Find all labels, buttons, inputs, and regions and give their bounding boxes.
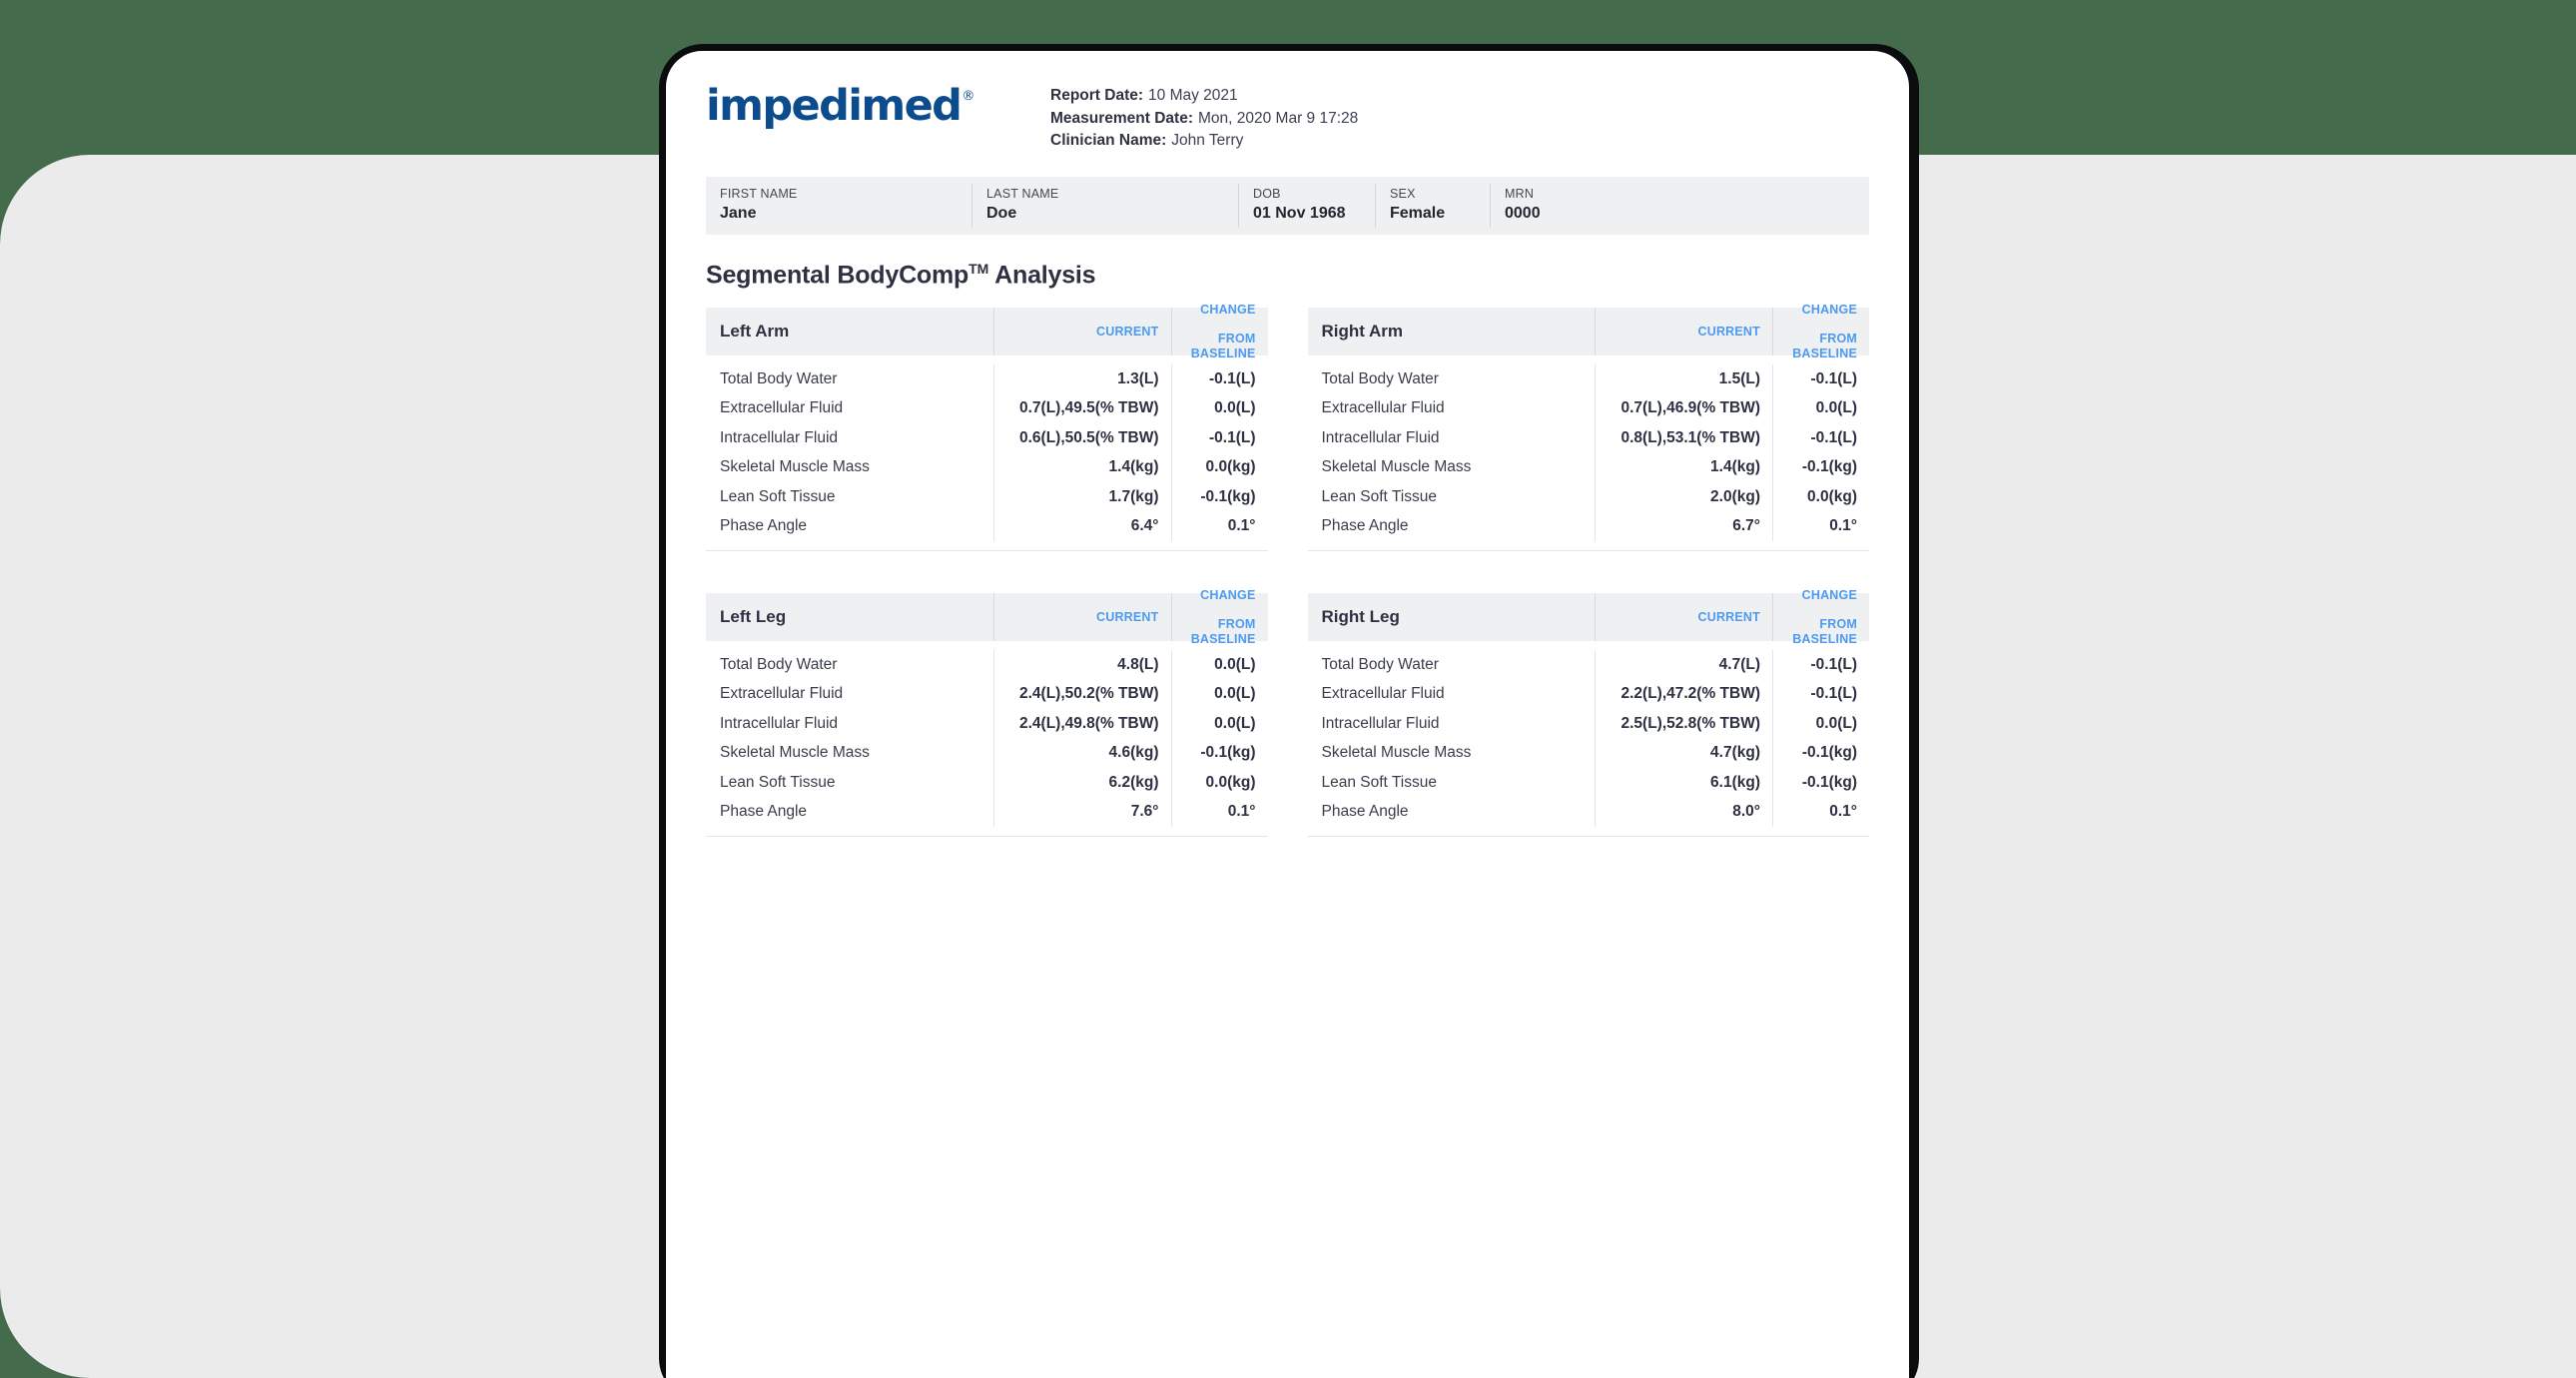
page-title-tail: Analysis bbox=[988, 261, 1096, 290]
segment-table-body bbox=[1308, 355, 1870, 551]
change-header-line2: FROM BASELINE bbox=[1792, 617, 1857, 646]
first-name-value: Jane bbox=[720, 205, 757, 223]
metric-change-value: -0.1(kg) bbox=[1171, 739, 1268, 769]
metric-current-value: 2.4(L),50.2(% TBW) bbox=[993, 680, 1171, 710]
table-row bbox=[1308, 423, 1870, 453]
segment-table-body bbox=[706, 355, 1268, 551]
report-header bbox=[706, 51, 1869, 173]
metric-current-value: 6.7° bbox=[1595, 512, 1772, 542]
column-header-change-from-baseline bbox=[1171, 587, 1268, 646]
metric-change-value: -0.1(kg) bbox=[1171, 482, 1268, 512]
impedimed-logo bbox=[706, 81, 1050, 131]
metric-label: Total Body Water bbox=[1321, 369, 1439, 387]
metric-label: Lean Soft Tissue bbox=[1321, 487, 1437, 505]
metric-label: Skeletal Muscle Mass bbox=[1321, 744, 1472, 762]
mrn-value: 0000 bbox=[1505, 205, 1541, 223]
table-row bbox=[1308, 709, 1870, 739]
metric-current-value: 1.5(L) bbox=[1595, 364, 1772, 394]
change-header-line2: FROM BASELINE bbox=[1792, 332, 1857, 360]
report-metadata bbox=[1050, 81, 1358, 153]
column-header-change-from-baseline bbox=[1772, 302, 1869, 360]
column-header-current: CURRENT bbox=[1595, 308, 1772, 355]
metric-label: Skeletal Muscle Mass bbox=[1321, 458, 1472, 476]
dob-value: 01 Nov 1968 bbox=[1253, 205, 1346, 223]
metric-label: Extracellular Fluid bbox=[1321, 685, 1445, 703]
clinician-name-value: John Terry bbox=[1171, 132, 1244, 150]
logo-wordmark: impedimed bbox=[706, 81, 962, 131]
table-row bbox=[1308, 512, 1870, 542]
column-header-change-from-baseline bbox=[1772, 587, 1869, 646]
metric-current-value: 1.7(kg) bbox=[993, 482, 1171, 512]
table-row bbox=[1308, 453, 1870, 483]
segment-name: Right Leg bbox=[1321, 607, 1400, 627]
metric-current-value: 1.4(kg) bbox=[993, 453, 1171, 483]
metric-current-value: 0.7(L),49.5(% TBW) bbox=[993, 394, 1171, 424]
metric-change-value: -0.1(kg) bbox=[1772, 453, 1869, 483]
segment-table-header bbox=[1308, 302, 1870, 360]
table-row bbox=[706, 739, 1268, 769]
table-row bbox=[706, 709, 1268, 739]
metric-label: Total Body Water bbox=[1321, 655, 1439, 673]
metric-current-value: 6.1(kg) bbox=[1595, 768, 1772, 798]
segment-table-body bbox=[1308, 641, 1870, 837]
table-bottom-spacer bbox=[706, 541, 1268, 550]
metric-current-value: 0.7(L),46.9(% TBW) bbox=[1595, 394, 1772, 424]
table-row bbox=[706, 650, 1268, 680]
change-header-line1: CHANGE bbox=[1200, 302, 1256, 317]
metric-current-value: 1.4(kg) bbox=[1595, 453, 1772, 483]
metric-change-value: 0.0(kg) bbox=[1171, 453, 1268, 483]
metric-change-value: 0.0(L) bbox=[1772, 394, 1869, 424]
metric-change-value: -0.1(L) bbox=[1772, 423, 1869, 453]
segment-table-body bbox=[706, 641, 1268, 837]
table-row bbox=[1308, 650, 1870, 680]
table-bottom-spacer bbox=[706, 827, 1268, 836]
metric-change-value: -0.1(L) bbox=[1772, 680, 1869, 710]
metric-current-value: 2.2(L),47.2(% TBW) bbox=[1595, 680, 1772, 710]
patient-info-bar bbox=[706, 177, 1869, 235]
metric-label: Extracellular Fluid bbox=[1321, 399, 1445, 417]
metric-change-value: 0.1° bbox=[1171, 512, 1268, 542]
report-page bbox=[666, 51, 1909, 1378]
metric-label: Intracellular Fluid bbox=[720, 714, 839, 732]
column-header-current: CURRENT bbox=[1595, 593, 1772, 641]
metric-label: Intracellular Fluid bbox=[1321, 714, 1440, 732]
patient-field-sex bbox=[1375, 184, 1490, 228]
table-row bbox=[1308, 798, 1870, 828]
metric-change-value: 0.1° bbox=[1772, 512, 1869, 542]
metric-change-value: -0.1(L) bbox=[1772, 650, 1869, 680]
table-row bbox=[706, 798, 1268, 828]
metric-current-value: 8.0° bbox=[1595, 798, 1772, 828]
metric-current-value: 0.8(L),53.1(% TBW) bbox=[1595, 423, 1772, 453]
report-date-label: Report Date: bbox=[1050, 87, 1144, 104]
metric-change-value: 0.0(L) bbox=[1171, 709, 1268, 739]
metric-current-value: 4.8(L) bbox=[993, 650, 1171, 680]
table-row bbox=[706, 768, 1268, 798]
metric-change-value: 0.0(L) bbox=[1171, 650, 1268, 680]
measurement-date-row bbox=[1050, 108, 1358, 131]
metric-label: Total Body Water bbox=[720, 655, 838, 673]
clinician-name-label: Clinician Name: bbox=[1050, 132, 1167, 150]
metric-current-value: 2.4(L),49.8(% TBW) bbox=[993, 709, 1171, 739]
metric-label: Lean Soft Tissue bbox=[1321, 773, 1437, 791]
table-row bbox=[1308, 739, 1870, 769]
measurement-date-value: Mon, 2020 Mar 9 17:28 bbox=[1198, 109, 1359, 127]
segment-table-header bbox=[706, 302, 1268, 360]
metric-change-value: 0.0(L) bbox=[1772, 709, 1869, 739]
metric-label: Skeletal Muscle Mass bbox=[720, 744, 870, 762]
sex-value: Female bbox=[1390, 205, 1446, 223]
segment-table-header bbox=[706, 587, 1268, 646]
metric-label: Intracellular Fluid bbox=[1321, 428, 1440, 446]
metric-label: Phase Angle bbox=[1321, 517, 1409, 535]
metric-label: Skeletal Muscle Mass bbox=[720, 458, 870, 476]
column-header-change-from-baseline bbox=[1171, 302, 1268, 360]
metric-current-value: 4.7(kg) bbox=[1595, 739, 1772, 769]
change-header-line1: CHANGE bbox=[1801, 302, 1857, 317]
metric-label: Phase Angle bbox=[1321, 803, 1409, 821]
segment-table bbox=[706, 587, 1268, 837]
metric-change-value: 0.0(kg) bbox=[1772, 482, 1869, 512]
table-row bbox=[1308, 768, 1870, 798]
report-date-value: 10 May 2021 bbox=[1148, 87, 1238, 104]
metric-current-value: 4.7(L) bbox=[1595, 650, 1772, 680]
table-row bbox=[706, 512, 1268, 542]
column-header-current: CURRENT bbox=[993, 593, 1171, 641]
patient-field-last-name bbox=[971, 184, 1238, 228]
table-row bbox=[706, 680, 1268, 710]
table-row bbox=[706, 423, 1268, 453]
segment-table bbox=[1308, 302, 1870, 551]
metric-current-value: 0.6(L),50.5(% TBW) bbox=[993, 423, 1171, 453]
metric-change-value: -0.1(L) bbox=[1772, 364, 1869, 394]
segment-name: Right Arm bbox=[1321, 322, 1404, 342]
metric-change-value: 0.1° bbox=[1772, 798, 1869, 828]
patient-field-first-name bbox=[706, 184, 971, 228]
table-row bbox=[1308, 680, 1870, 710]
metric-change-value: -0.1(L) bbox=[1171, 364, 1268, 394]
metric-change-value: 0.0(L) bbox=[1171, 680, 1268, 710]
dob-label: DOB bbox=[1253, 186, 1281, 201]
segment-table bbox=[706, 302, 1268, 551]
registered-trademark-icon: ® bbox=[962, 88, 975, 104]
metric-current-value: 4.6(kg) bbox=[993, 739, 1171, 769]
table-row bbox=[706, 482, 1268, 512]
first-name-label: FIRST NAME bbox=[720, 186, 798, 201]
table-row bbox=[1308, 482, 1870, 512]
metric-current-value: 6.4° bbox=[993, 512, 1171, 542]
segment-table bbox=[1308, 587, 1870, 837]
metric-current-value: 1.3(L) bbox=[993, 364, 1171, 394]
column-header-current: CURRENT bbox=[993, 308, 1171, 355]
metric-current-value: 6.2(kg) bbox=[993, 768, 1171, 798]
table-bottom-spacer bbox=[1308, 541, 1870, 550]
mrn-label: MRN bbox=[1505, 186, 1535, 201]
page-title-main: Segmental BodyComp bbox=[706, 261, 969, 290]
metric-current-value: 7.6° bbox=[993, 798, 1171, 828]
report-date-row bbox=[1050, 85, 1358, 108]
change-header-line2: FROM BASELINE bbox=[1190, 332, 1256, 360]
metric-change-value: 0.0(kg) bbox=[1171, 768, 1268, 798]
last-name-value: Doe bbox=[986, 205, 1017, 223]
metric-label: Lean Soft Tissue bbox=[720, 487, 836, 505]
metric-label: Lean Soft Tissue bbox=[720, 773, 836, 791]
change-header-line1: CHANGE bbox=[1801, 587, 1857, 602]
segment-table-header bbox=[1308, 587, 1870, 646]
patient-field-mrn bbox=[1490, 184, 1869, 228]
table-row bbox=[1308, 364, 1870, 394]
change-header-line1: CHANGE bbox=[1200, 587, 1256, 602]
metric-change-value: -0.1(L) bbox=[1171, 423, 1268, 453]
trademark-superscript: TM bbox=[968, 260, 989, 277]
segment-tables-grid bbox=[706, 302, 1869, 837]
segment-name: Left Arm bbox=[720, 322, 790, 342]
segment-name: Left Leg bbox=[720, 607, 787, 627]
metric-current-value: 2.5(L),52.8(% TBW) bbox=[1595, 709, 1772, 739]
metric-change-value: -0.1(kg) bbox=[1772, 739, 1869, 769]
measurement-date-label: Measurement Date: bbox=[1050, 109, 1193, 127]
metric-label: Phase Angle bbox=[720, 517, 808, 535]
sex-label: SEX bbox=[1390, 186, 1416, 201]
patient-field-dob bbox=[1238, 184, 1375, 228]
page-title bbox=[706, 261, 1869, 290]
metric-current-value: 2.0(kg) bbox=[1595, 482, 1772, 512]
table-row bbox=[706, 394, 1268, 424]
table-row bbox=[1308, 394, 1870, 424]
metric-label: Phase Angle bbox=[720, 803, 808, 821]
change-header-line2: FROM BASELINE bbox=[1190, 617, 1256, 646]
metric-label: Extracellular Fluid bbox=[720, 399, 844, 417]
table-row bbox=[706, 453, 1268, 483]
metric-change-value: 0.1° bbox=[1171, 798, 1268, 828]
table-bottom-spacer bbox=[1308, 827, 1870, 836]
last-name-label: LAST NAME bbox=[986, 186, 1059, 201]
table-row bbox=[706, 364, 1268, 394]
metric-change-value: -0.1(kg) bbox=[1772, 768, 1869, 798]
metric-label: Intracellular Fluid bbox=[720, 428, 839, 446]
metric-change-value: 0.0(L) bbox=[1171, 394, 1268, 424]
metric-label: Extracellular Fluid bbox=[720, 685, 844, 703]
metric-label: Total Body Water bbox=[720, 369, 838, 387]
clinician-name-row bbox=[1050, 130, 1358, 153]
